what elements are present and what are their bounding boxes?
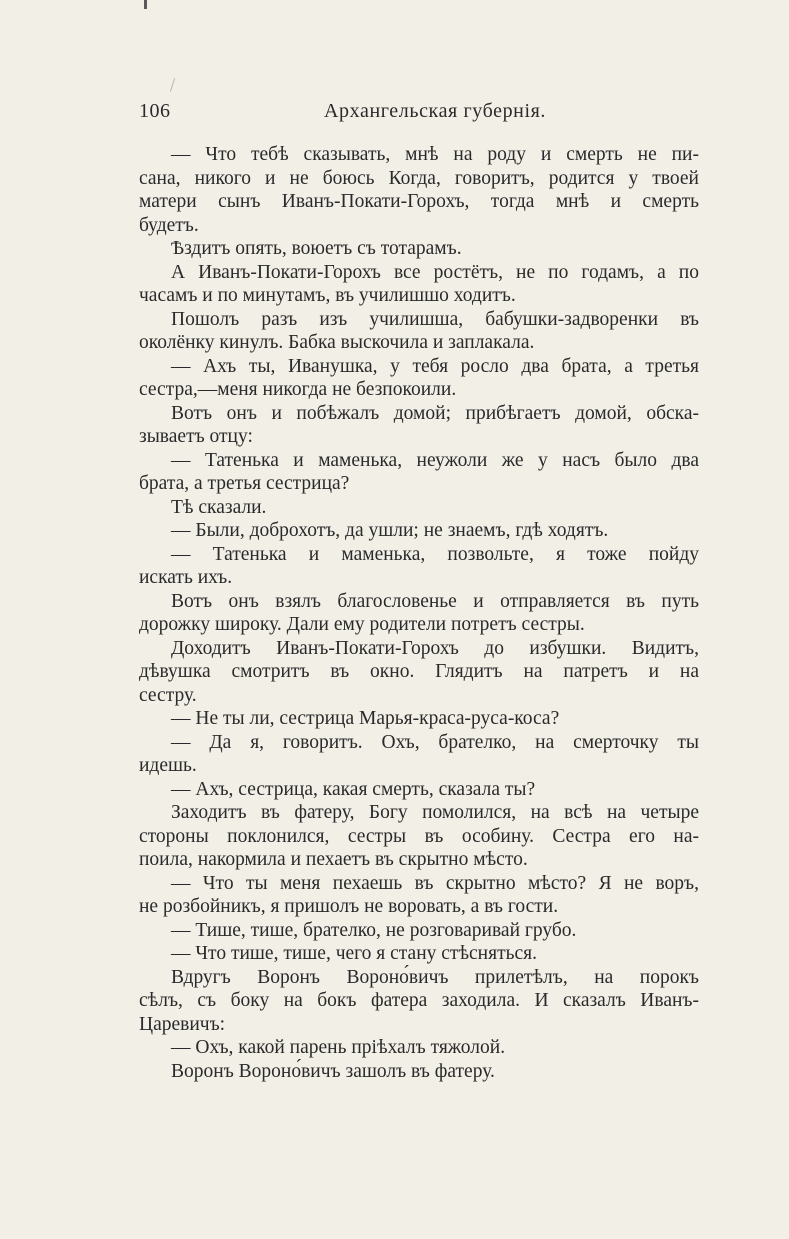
- text-line: Доходитъ Иванъ-Покати-Горохъ до избушки. Видитъ,: [171, 637, 699, 659]
- text-line: — Татенька и маменька, позвольте, я тоже пойду: [171, 543, 699, 565]
- page-number: 106: [139, 100, 171, 122]
- text-line: Ѣздитъ опять, воюетъ съ тотарамъ.: [171, 238, 462, 259]
- text-line: Пошолъ разъ изъ училишша, бабушки-задворенки въ: [171, 308, 699, 330]
- text-line: — Тише, тише, брателко, не розговаривай грубо.: [171, 919, 577, 941]
- text-line: будетъ.: [139, 214, 199, 236]
- text-line: — Что тебѣ сказывать, мнѣ на роду и смерть не пи-: [171, 144, 699, 165]
- text-line: — Были, доброхотъ, да ушли; не знаемъ, гдѣ ходятъ.: [171, 520, 609, 541]
- text-line: А Иванъ-Покати-Горохъ все ростётъ, не по годамъ, а по: [171, 261, 699, 283]
- text-line: Заходитъ въ фатеру, Богу помолился, на всѣ на четыре: [171, 802, 699, 823]
- text-line: сестра,—меня никогда не безпокоили.: [139, 379, 457, 400]
- text-line: — Что ты меня пехаешь въ скрытно мѣсто? Я не воръ,: [171, 872, 699, 894]
- text-line: сестру.: [139, 684, 197, 706]
- text-line: Царевичъ:: [139, 1013, 226, 1035]
- running-head: [139, 100, 699, 128]
- text-line: — Охъ, какой парень пріѣхалъ тяжолой.: [171, 1037, 506, 1058]
- text-line: Воронъ Вороно́вичъ зашолъ въ фатеру.: [171, 1060, 495, 1082]
- text-line: сана, никого и не боюсь Когда, говоритъ, родится у твоей: [139, 167, 699, 189]
- text-line: Вдругъ Воронъ Вороно́вичъ прилетѣлъ, на порокъ: [171, 966, 699, 988]
- text-line: часамъ и по минутамъ, въ училишшо ходитъ.: [139, 285, 516, 306]
- text-line: не розбойникъ, я пришолъ не воровать, а въ гости.: [139, 896, 559, 917]
- text-line: искать ихъ.: [139, 567, 233, 588]
- text-line: дорожку широку. Дали ему родители потретъ сестры.: [139, 614, 585, 635]
- text-line: Вотъ онъ и побѣжалъ домой; прибѣгаетъ домой, обска-: [171, 402, 699, 424]
- page-edge-mark: [144, 0, 147, 9]
- text-line: зываетъ отцу:: [139, 426, 253, 447]
- text-line: Вотъ онъ взялъ благословенье и отправляется въ путь: [171, 590, 699, 612]
- text-line: — Ахъ, сестрица, какая смерть, сказала ты?: [171, 778, 536, 800]
- text-line: околёнку кинулъ. Бабка выскочила и заплакала.: [139, 332, 535, 353]
- text-line: идешь.: [139, 755, 197, 776]
- text-line: — Татенька и маменька, неужоли же у насъ было два: [171, 449, 699, 471]
- ink-tick-mark: [170, 78, 175, 92]
- text-line: стороны поклонился, сестры въ особину. Сестра его на-: [139, 825, 699, 847]
- text-line: — Не ты ли, сестрица Марья-краса-руса-коса?: [171, 708, 560, 729]
- text-line: — Что тише, тише, чего я стану стѣсняться.: [171, 943, 538, 964]
- text-line: матери сынъ Иванъ-Покати-Горохъ, тогда мнѣ и смерть: [139, 191, 699, 212]
- text-line: Тѣ сказали.: [171, 496, 267, 518]
- text-line: сѣлъ, съ боку на бокъ фатера заходила. И сказалъ Иванъ-: [139, 990, 699, 1011]
- text-line: — Да я, говоритъ. Охъ, брателко, на смерточку ты: [171, 731, 699, 753]
- body-text: [139, 143, 699, 1083]
- text-line: — Ахъ ты, Иванушка, у тебя росло два брата, а третья: [171, 355, 699, 377]
- text-line: брата, а третья сестрица?: [139, 473, 350, 494]
- running-title: Архангельская губернія.: [324, 100, 547, 122]
- text-line: поила, накормила и пехаетъ въ скрытно мѣсто.: [139, 849, 528, 870]
- text-line: дѣвушка смотритъ въ окно. Глядитъ на патретъ и на: [139, 661, 699, 682]
